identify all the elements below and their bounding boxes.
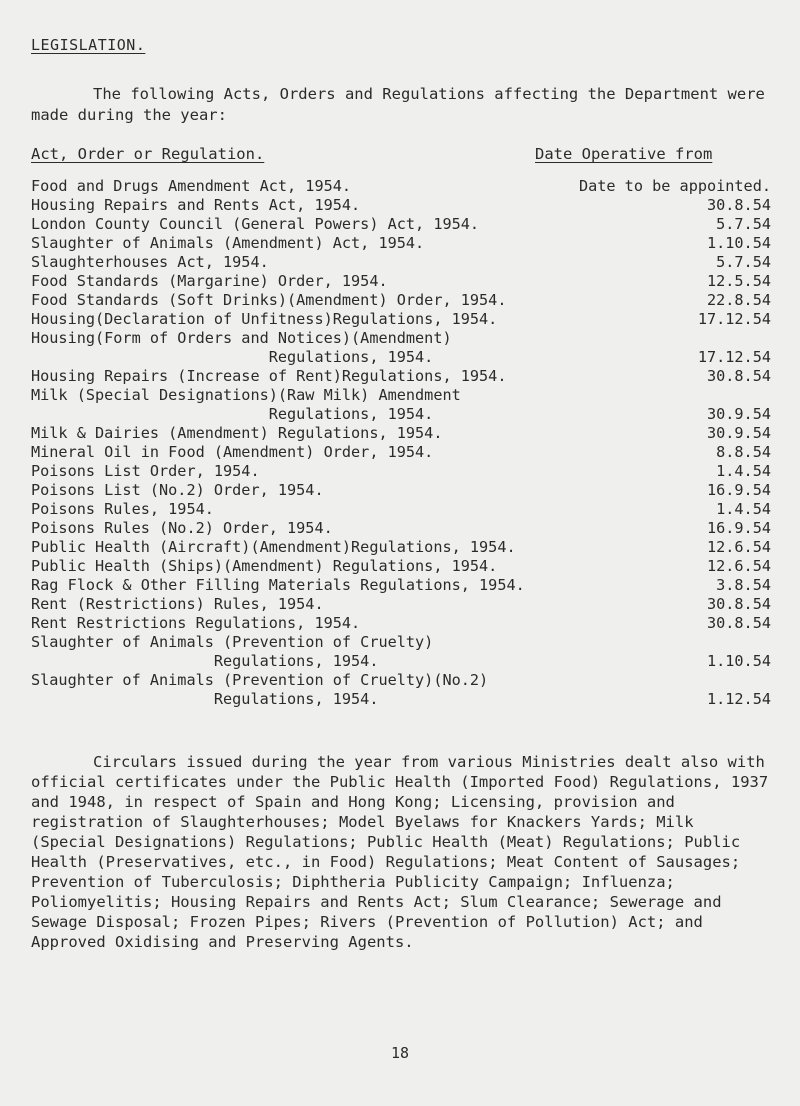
legislation-entry — [31, 310, 771, 329]
legislation-entry — [31, 633, 771, 671]
legislation-entry — [31, 329, 771, 367]
entry-title: Public Health (Ships)(Amendment) Regulations, 1954. — [31, 557, 498, 575]
entry-date: 16.9.54 — [706, 481, 771, 499]
entry-date: 30.8.54 — [706, 367, 771, 385]
circulars-text: Circulars issued during the year from various Ministries dealt also with official certificates under the Public Health (Imported Food) Regulations, 1937 and 1948, in respect of Spain and Hong Kong; Licensing, provision and registration of Slaughterhouses; Model Byelaws for Knackers Yards; Milk (Special Designations) Regulations; Public Health (Meat) Regulations; Public Health (Preservatives, etc., in Food) Regulations; Meat Content of Sausages; Prevention of Tuberculosis; Diphtheria Publicity Campaign; Influenza; Poliomyelitis; Housing Repairs and Rents Act; Slum Clearance; Sewerage and Sewage Disposal; Frozen Pipes; Rivers (Prevention of Pollution) Act; and Approved Oxidising and Preserving Agents. — [31, 753, 769, 951]
legislation-entry — [31, 462, 771, 481]
entry-title: Rent (Restrictions) Rules, 1954. — [31, 595, 324, 613]
entry-title: Housing(Declaration of Unfitness)Regulations, 1954. — [31, 310, 498, 328]
entry-title: Slaughter of Animals (Prevention of Cruelty) — [31, 633, 434, 651]
entry-title: London County Council (General Powers) Act, 1954. — [31, 215, 480, 233]
legislation-entry — [31, 671, 771, 709]
entry-date: 16.9.54 — [706, 519, 771, 537]
legislation-entry — [31, 538, 771, 557]
column-header-act: Act, Order or Regulation. — [31, 145, 265, 163]
entry-title: Housing Repairs (Increase of Rent)Regulations, 1954. — [31, 367, 507, 385]
entry-title-continuation: Regulations, 1954. — [31, 690, 379, 708]
entry-date: 1.10.54 — [706, 652, 771, 670]
entry-title: Rent Restrictions Regulations, 1954. — [31, 614, 361, 632]
entry-date: 30.9.54 — [706, 405, 771, 423]
intro-text: The following Acts, Orders and Regulations affecting the Department were made during the year: — [31, 85, 765, 124]
entry-title: Slaughter of Animals (Amendment) Act, 1954. — [31, 234, 425, 252]
legislation-entry — [31, 576, 771, 595]
page-number: 18 — [390, 1044, 410, 1062]
legislation-entry — [31, 272, 771, 291]
entry-date: Date to be appointed. — [578, 177, 771, 195]
legislation-entry — [31, 291, 771, 310]
entry-title-continuation: Regulations, 1954. — [31, 652, 379, 670]
entry-date: 22.8.54 — [706, 291, 771, 309]
entry-title: Housing(Form of Orders and Notices)(Amendment) — [31, 329, 452, 347]
legislation-entry — [31, 443, 771, 462]
entry-title-continuation: Regulations, 1954. — [31, 348, 434, 366]
legislation-entry — [31, 519, 771, 538]
entry-title: Mineral Oil in Food (Amendment) Order, 1954. — [31, 443, 434, 461]
entry-date: 30.8.54 — [706, 595, 771, 613]
entry-date: 5.7.54 — [716, 253, 771, 271]
legislation-entry — [31, 557, 771, 576]
entry-title: Milk & Dairies (Amendment) Regulations, 1954. — [31, 424, 443, 442]
entry-title: Food and Drugs Amendment Act, 1954. — [31, 177, 352, 195]
entry-title: Poisons List Order, 1954. — [31, 462, 260, 480]
entry-date: 1.4.54 — [716, 500, 771, 518]
legislation-entry — [31, 386, 771, 424]
entry-title: Food Standards (Soft Drinks)(Amendment) Order, 1954. — [31, 291, 507, 309]
intro-paragraph — [31, 84, 771, 126]
entry-title: Slaughter of Animals (Prevention of Cruelty)(No.2) — [31, 671, 489, 689]
entry-date: 1.4.54 — [716, 462, 771, 480]
entry-date: 3.8.54 — [716, 576, 771, 594]
legislation-entry — [31, 367, 771, 386]
entry-title: Slaughterhouses Act, 1954. — [31, 253, 269, 271]
legislation-entry — [31, 196, 771, 215]
entry-date: 8.8.54 — [716, 443, 771, 461]
legislation-list — [31, 177, 771, 709]
legislation-entry — [31, 424, 771, 443]
legislation-entry — [31, 614, 771, 633]
entry-title: Public Health (Aircraft)(Amendment)Regulations, 1954. — [31, 538, 516, 556]
legislation-entry — [31, 234, 771, 253]
entry-title: Food Standards (Margarine) Order, 1954. — [31, 272, 388, 290]
entry-title-continuation: Regulations, 1954. — [31, 405, 434, 423]
entry-date: 30.9.54 — [706, 424, 771, 442]
legislation-entry — [31, 500, 771, 519]
entry-date: 12.5.54 — [706, 272, 771, 290]
entry-date: 12.6.54 — [706, 538, 771, 556]
entry-title: Poisons Rules, 1954. — [31, 500, 214, 518]
entry-title: Poisons Rules (No.2) Order, 1954. — [31, 519, 333, 537]
entry-date: 1.12.54 — [706, 690, 771, 708]
entry-title: Rag Flock & Other Filling Materials Regulations, 1954. — [31, 576, 525, 594]
entry-date: 30.8.54 — [706, 196, 771, 214]
circulars-paragraph — [31, 752, 771, 952]
entry-date: 17.12.54 — [697, 348, 771, 366]
legislation-entry — [31, 595, 771, 614]
legislation-entry — [31, 215, 771, 234]
entry-title: Housing Repairs and Rents Act, 1954. — [31, 196, 361, 214]
legislation-entry — [31, 253, 771, 272]
entry-date: 12.6.54 — [706, 557, 771, 575]
section-heading: LEGISLATION. — [31, 36, 146, 54]
entry-title: Milk (Special Designations)(Raw Milk) Amendment — [31, 386, 461, 404]
entry-date: 5.7.54 — [716, 215, 771, 233]
legislation-entry — [31, 481, 771, 500]
entry-title: Poisons List (No.2) Order, 1954. — [31, 481, 324, 499]
entry-date: 17.12.54 — [697, 310, 771, 328]
column-header-date: Date Operative from — [535, 145, 713, 163]
legislation-entry — [31, 177, 771, 196]
entry-date: 1.10.54 — [706, 234, 771, 252]
entry-date: 30.8.54 — [706, 614, 771, 632]
